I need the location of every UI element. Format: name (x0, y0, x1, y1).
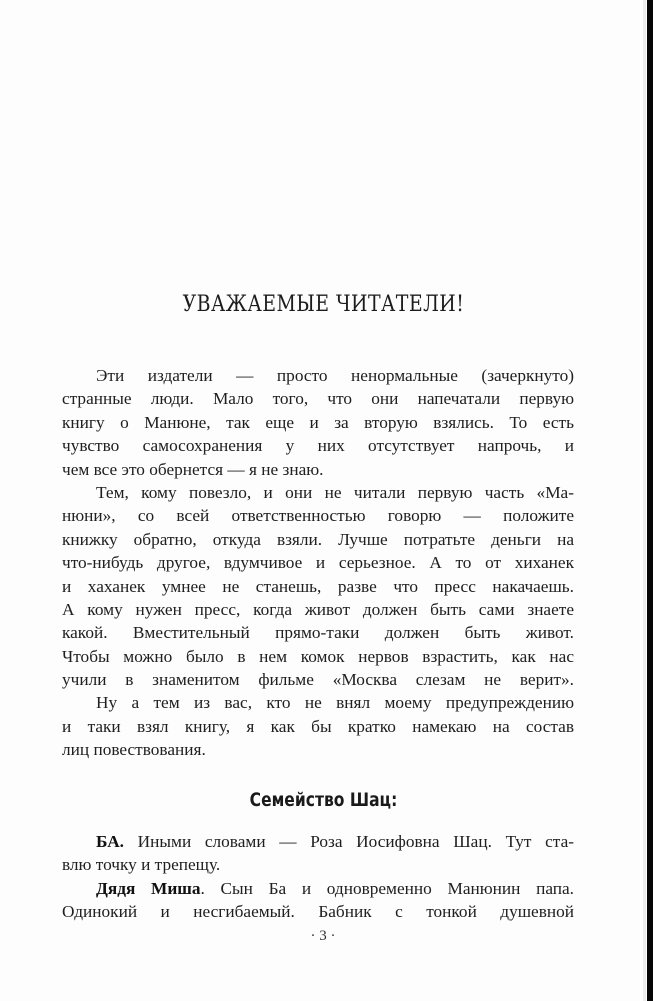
cast-entry-line (62, 877, 574, 900)
paragraph-line: и таки взял книгу, я как бы кратко намекаю на состав (62, 716, 574, 736)
character-description: . Сын Ба и одновременно Манюнин папа. (200, 878, 575, 898)
paragraph-line: книжку обратно, откуда взяли. Лучше потратьте деньги на (62, 529, 574, 549)
page-title: УВАЖАЕМЫЕ ЧИТАТЕЛИ! (182, 292, 465, 317)
paragraph-line: что-нибудь другое, вдумчивое и серьезное. А то от хиханек (62, 553, 574, 573)
cast-list (62, 830, 574, 924)
paragraph-line: Чтобы можно было в нем комок нервов взрастить, как нас (62, 646, 574, 666)
paragraph-line: книгу о Манюне, так еще и за вторую взялись. То есть (62, 412, 574, 432)
paragraph-line: странные люди. Мало того, что они напечатали первую (62, 389, 574, 409)
character-description: Иными словами — Роза Иосифовна Шац. Тут ста- (124, 832, 574, 851)
page-edge-shadow (643, 0, 646, 1001)
cast-entry-line: влю точку и трепещу. (62, 855, 221, 875)
character-name: БА. (96, 832, 124, 851)
paragraph-line: Ну а тем из вас, кто не внял моему предупреждению (96, 693, 574, 713)
paragraph-line: лиц повествования. (62, 740, 206, 760)
paragraph-line: чувство самосохранения у них отсутствует напрочь, и (62, 436, 574, 456)
paragraph-line: какой. Вместительный прямо-таки должен быть живот. (62, 623, 574, 643)
section-heading: Семейство Шац: (249, 790, 398, 811)
paragraph-line: А кому нужен пресс, когда живот должен быть сами знаете (62, 599, 574, 619)
paragraph-line: чем все это обернется — я не знаю. (62, 459, 324, 479)
page-number: · 3 · (310, 928, 336, 944)
intro-text (62, 364, 574, 762)
paragraph-line: и хаханек умнее не станешь, разве что пресс накачаешь. (62, 576, 574, 596)
page-edge (647, 0, 653, 1001)
character-name: Дядя Миша (96, 878, 201, 898)
paragraph-line: Тем, кому повезло, и они не читали первую часть «Ма- (96, 482, 574, 502)
cast-entry-line (62, 830, 574, 853)
paragraph-line: учили в знаменитом фильме «Москва слезам не верит». (62, 670, 574, 690)
paragraph-line: нюни», со всей ответственностью говорю — положите (62, 506, 574, 526)
cast-entry-line: Одинокий и несгибаемый. Бабник с тонкой душевной (62, 902, 574, 922)
paragraph-line: Эти издатели — просто ненормальные (зачеркнуто) (96, 366, 574, 385)
